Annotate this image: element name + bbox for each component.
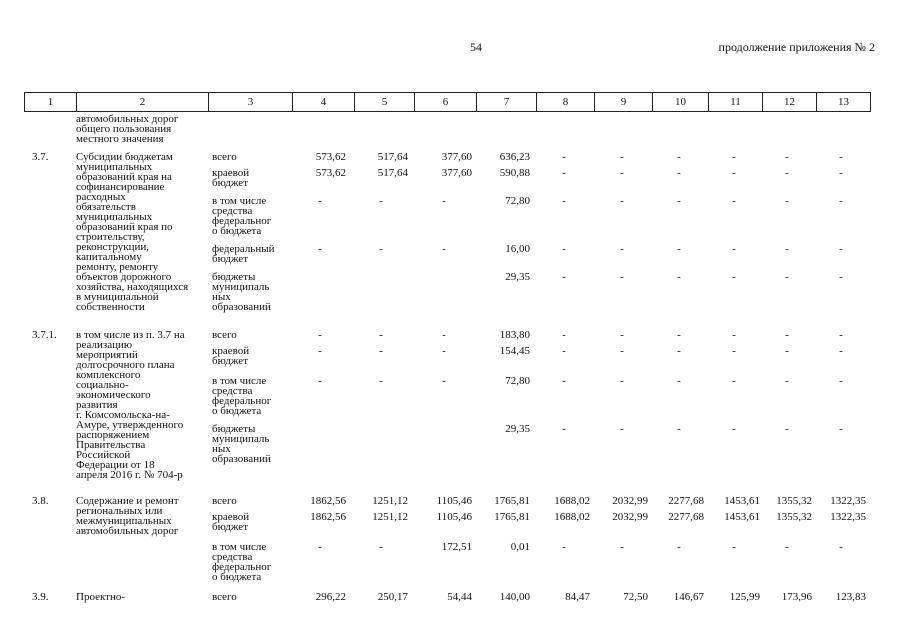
value-cell: - <box>379 195 383 207</box>
value-cell: - <box>620 541 624 553</box>
value-cell: 2277,68 <box>668 511 704 523</box>
value-cell: - <box>620 243 624 255</box>
value-cell: 1355,32 <box>776 495 812 507</box>
value-cell: 154,45 <box>499 345 530 357</box>
value-cell: 0,01 <box>510 541 530 553</box>
value-cell: - <box>620 151 624 163</box>
value-cell: - <box>785 329 789 341</box>
value-cell: - <box>442 329 446 341</box>
col-header: 10 <box>653 93 709 112</box>
value-cell: - <box>839 243 843 255</box>
value-cell: - <box>620 167 624 179</box>
value-cell: - <box>785 345 789 357</box>
value-cell: 1453,61 <box>724 495 760 507</box>
value-cell: - <box>562 271 566 283</box>
value-cell: - <box>318 541 322 553</box>
value-cell: - <box>732 195 736 207</box>
value-cell: - <box>562 375 566 387</box>
column-header-row <box>24 92 871 112</box>
funding-source: всего <box>212 591 237 603</box>
value-cell: - <box>562 541 566 553</box>
funding-source: бюджеты муниципаль ных образований <box>212 423 271 465</box>
col-header: 3 <box>209 93 293 112</box>
value-cell: 250,17 <box>377 591 408 603</box>
item-name: Проектно- <box>76 591 126 603</box>
value-cell: - <box>442 375 446 387</box>
value-cell: 146,67 <box>673 591 704 603</box>
value-cell: - <box>562 423 566 435</box>
item-code: 3.8. <box>32 495 49 507</box>
value-cell: - <box>839 423 843 435</box>
value-cell: - <box>785 541 789 553</box>
value-cell: - <box>677 329 681 341</box>
value-cell: 1862,56 <box>310 495 346 507</box>
value-cell: 1765,81 <box>494 511 530 523</box>
col-header: 13 <box>817 93 871 112</box>
continuation-note: продолжение приложения № 2 <box>718 40 875 54</box>
value-cell: - <box>785 375 789 387</box>
value-cell: - <box>839 375 843 387</box>
value-cell: - <box>677 271 681 283</box>
value-cell: - <box>442 195 446 207</box>
value-cell: - <box>677 243 681 255</box>
col-header: 9 <box>595 93 653 112</box>
value-cell: 2277,68 <box>668 495 704 507</box>
value-cell: - <box>839 167 843 179</box>
value-cell: 29,35 <box>505 271 530 283</box>
col-header: 11 <box>709 93 763 112</box>
funding-source: краевой бюджет <box>212 345 250 367</box>
value-cell: - <box>620 423 624 435</box>
item-name: Субсидии бюджетам муниципальных образований края на софинансирование расходных обязательств муниципальных образований края по строительству, реконструкции, капитальному ремонту, ремонту объектов дорожного хозяйства, находящихся в муниципальной собственности <box>76 151 189 313</box>
value-cell: - <box>785 271 789 283</box>
item-name: в том числе из п. 3.7 на реализацию мероприятий долгосрочного плана комплексного социально- экономического развития г. Комсомольска-на- Амуре, утвержденного распоряжением Правительства Российской Федерации от 18 апреля 2016 г. № 704-р <box>76 329 185 481</box>
value-cell: 29,35 <box>505 423 530 435</box>
value-cell: 173,96 <box>781 591 812 603</box>
value-cell: 1688,02 <box>554 511 590 523</box>
value-cell: 72,80 <box>505 375 530 387</box>
value-cell: 1251,12 <box>372 511 408 523</box>
item-name: Содержание и ремонт региональных или межмуниципальных автомобильных дорог <box>76 495 179 537</box>
value-cell: - <box>785 151 789 163</box>
value-cell: - <box>732 151 736 163</box>
value-cell: - <box>677 541 681 553</box>
value-cell: - <box>839 151 843 163</box>
value-cell: - <box>318 195 322 207</box>
value-cell: 2032,99 <box>612 511 648 523</box>
value-cell: - <box>620 271 624 283</box>
value-cell: - <box>677 345 681 357</box>
value-cell: - <box>379 243 383 255</box>
value-cell: - <box>732 329 736 341</box>
value-cell: 296,22 <box>315 591 346 603</box>
value-cell: - <box>620 345 624 357</box>
item-code: 3.7. <box>32 151 49 163</box>
item-name: автомобильных дорог общего пользования местного значения <box>76 113 179 145</box>
value-cell: - <box>562 345 566 357</box>
col-header: 7 <box>477 93 537 112</box>
value-cell: 1453,61 <box>724 511 760 523</box>
item-code: 3.7.1. <box>32 329 57 341</box>
value-cell: 1105,46 <box>436 495 472 507</box>
value-cell: 16,00 <box>505 243 530 255</box>
col-header: 12 <box>763 93 817 112</box>
value-cell: - <box>732 243 736 255</box>
funding-source: всего <box>212 495 237 507</box>
funding-source: всего <box>212 329 237 341</box>
value-cell: - <box>839 541 843 553</box>
value-cell: - <box>785 243 789 255</box>
value-cell: - <box>562 151 566 163</box>
value-cell: 140,00 <box>499 591 530 603</box>
value-cell: - <box>732 541 736 553</box>
col-header: 8 <box>537 93 595 112</box>
value-cell: - <box>677 151 681 163</box>
value-cell: - <box>379 329 383 341</box>
value-cell: - <box>785 195 789 207</box>
value-cell: - <box>442 345 446 357</box>
value-cell: - <box>562 243 566 255</box>
value-cell: 1355,32 <box>776 511 812 523</box>
value-cell: - <box>732 167 736 179</box>
value-cell: 1322,35 <box>830 511 866 523</box>
value-cell: 517,64 <box>377 167 408 179</box>
funding-source: федеральный бюджет <box>212 243 275 265</box>
value-cell: - <box>732 345 736 357</box>
funding-source: краевой бюджет <box>212 511 250 533</box>
value-cell: - <box>562 195 566 207</box>
value-cell: 72,50 <box>623 591 648 603</box>
item-code: 3.9. <box>32 591 49 603</box>
value-cell: 1105,46 <box>436 511 472 523</box>
value-cell: - <box>379 541 383 553</box>
value-cell: 2032,99 <box>612 495 648 507</box>
value-cell: - <box>839 345 843 357</box>
value-cell: - <box>318 375 322 387</box>
value-cell: 1862,56 <box>310 511 346 523</box>
funding-source: в том числе средства федеральног о бюджета <box>212 195 272 237</box>
value-cell: - <box>620 195 624 207</box>
value-cell: - <box>620 329 624 341</box>
value-cell: - <box>562 329 566 341</box>
value-cell: 377,60 <box>441 167 472 179</box>
col-header: 6 <box>415 93 477 112</box>
value-cell: 590,88 <box>499 167 530 179</box>
value-cell: 172,51 <box>441 541 472 553</box>
funding-source: всего <box>212 151 237 163</box>
value-cell: - <box>785 423 789 435</box>
value-cell: 573,62 <box>315 151 346 163</box>
value-cell: - <box>839 329 843 341</box>
col-header: 1 <box>25 93 77 112</box>
value-cell: 636,23 <box>499 151 530 163</box>
value-cell: - <box>677 375 681 387</box>
value-cell: 125,99 <box>729 591 760 603</box>
value-cell: 54,44 <box>447 591 472 603</box>
col-header: 2 <box>77 93 209 112</box>
funding-source: бюджеты муниципаль ных образований <box>212 271 271 313</box>
value-cell: - <box>562 167 566 179</box>
funding-source: в том числе средства федеральног о бюджета <box>212 375 272 417</box>
value-cell: 1765,81 <box>494 495 530 507</box>
funding-source: краевой бюджет <box>212 167 250 189</box>
value-cell: - <box>379 375 383 387</box>
col-header: 5 <box>355 93 415 112</box>
value-cell: - <box>839 195 843 207</box>
value-cell: 573,62 <box>315 167 346 179</box>
value-cell: - <box>732 271 736 283</box>
value-cell: - <box>442 243 446 255</box>
value-cell: 123,83 <box>835 591 866 603</box>
value-cell: - <box>318 345 322 357</box>
value-cell: 84,47 <box>565 591 590 603</box>
funding-source: в том числе средства федеральног о бюджета <box>212 541 272 583</box>
value-cell: 1322,35 <box>830 495 866 507</box>
value-cell: - <box>318 243 322 255</box>
value-cell: - <box>732 423 736 435</box>
value-cell: - <box>677 195 681 207</box>
value-cell: 377,60 <box>441 151 472 163</box>
value-cell: 72,80 <box>505 195 530 207</box>
col-header: 4 <box>293 93 355 112</box>
value-cell: - <box>732 375 736 387</box>
value-cell: 1688,02 <box>554 495 590 507</box>
value-cell: 517,64 <box>377 151 408 163</box>
value-cell: - <box>318 329 322 341</box>
value-cell: 1251,12 <box>372 495 408 507</box>
value-cell: - <box>620 375 624 387</box>
value-cell: - <box>785 167 789 179</box>
value-cell: - <box>379 345 383 357</box>
page-number: 54 <box>470 40 482 54</box>
value-cell: - <box>677 423 681 435</box>
value-cell: - <box>839 271 843 283</box>
value-cell: - <box>677 167 681 179</box>
value-cell: 183,80 <box>499 329 530 341</box>
